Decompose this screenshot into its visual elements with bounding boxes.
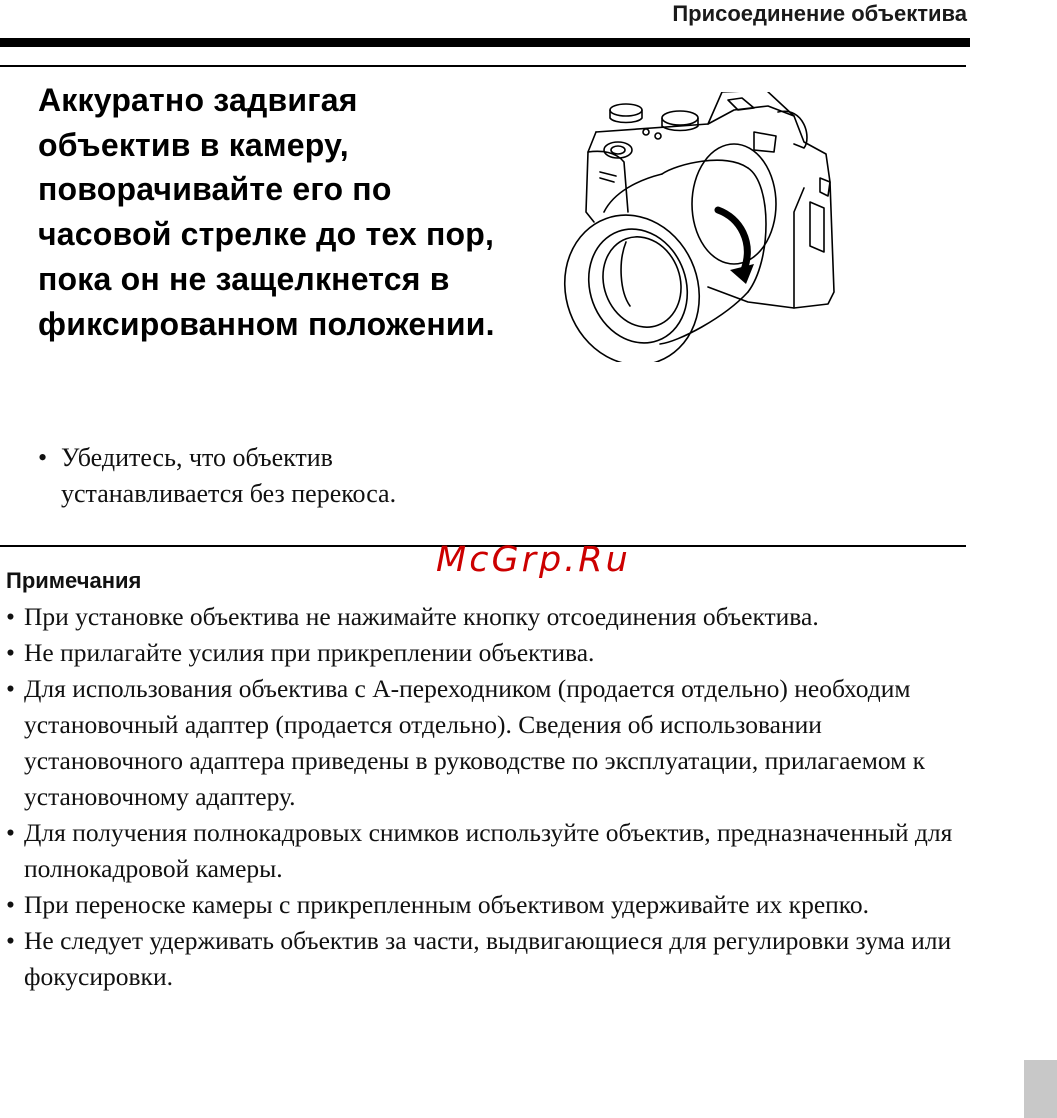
note-item: • При установке объектива не нажимайте кнопку отсоединения объектива. [6, 599, 956, 635]
camera-lens-attach-icon [558, 92, 848, 362]
step-note: • Убедитесь, что объектив устанавливается без перекоса. [38, 440, 508, 512]
watermark: McGrp.Ru [436, 540, 631, 580]
notes-list [6, 599, 956, 995]
section-title: Присоединение объектива [672, 1, 967, 26]
note-item: • Не прилагайте усилия при прикреплении объектива. [6, 635, 956, 671]
note-item: • Не следует удерживать объектив за части, выдвигающиеся для регулировки зума или фокусировки. [6, 923, 956, 995]
page-edge-tab [1024, 1060, 1057, 1118]
note-item: • Для получения полнокадровых снимков используйте объектив, предназначенный для полнокадровой камеры. [6, 815, 956, 887]
top-divider [0, 65, 966, 67]
step-note-list [38, 440, 508, 512]
note-item: • Для использования объектива с A-переходником (продается отдельно) необходим установочный адаптер (продается отдельно). Сведения об использовании установочного адаптера приведены в руководстве по эксплуатации, прилагаемом к установочному адаптеру. [6, 671, 956, 815]
notes-title: Примечания [6, 568, 142, 593]
header-rule [0, 38, 970, 47]
step-heading: Аккуратно задвигая объектив в камеру, поворачивайте его по часовой стрелке до тех пор, пока он не защелкнется в фиксированном положении. [38, 82, 495, 342]
note-item: • При переноске камеры с прикрепленным объективом удерживайте их крепко. [6, 887, 956, 923]
